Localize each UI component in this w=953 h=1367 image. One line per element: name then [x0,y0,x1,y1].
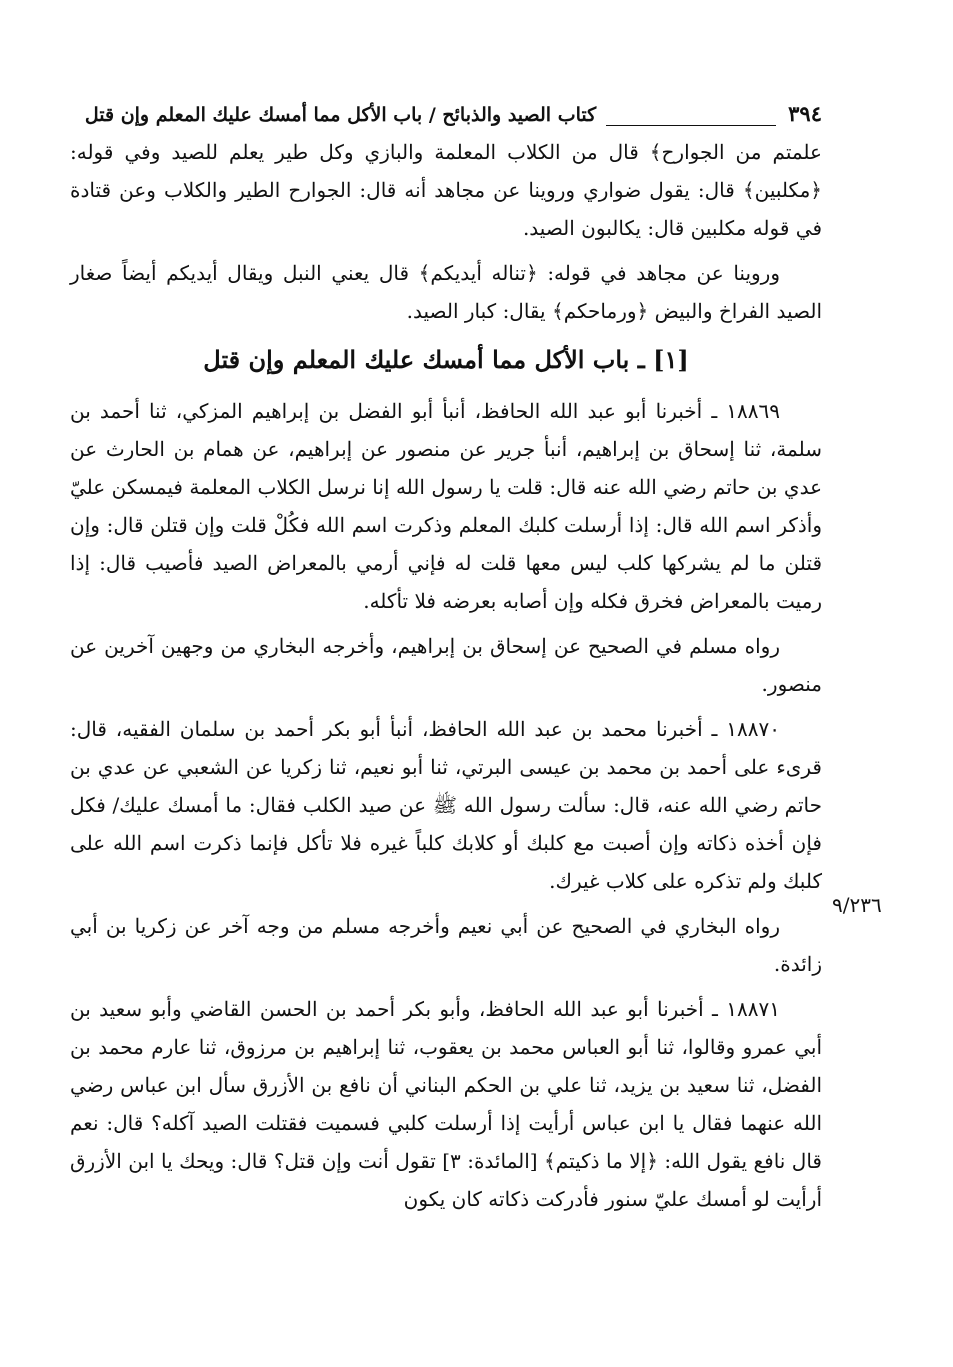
running-header [70,88,822,126]
spacer [70,703,822,710]
paragraph-1: علمتم من الجوارح﴾ قال من الكلاب المعلمة والبازي وكل طير يعلم للصيد وفي قوله: ﴿مكلبين﴾ قال: يقول ضواري وروينا عن مجاهد أنه قال: الجوارح الطير والكلاب وعن قتادة في قوله مكلبين قال: يكالبون الصيد. [70,140,822,240]
paragraph-2: وروينا عن مجاهد في قوله: ﴿تناله أيديكم﴾ قال يعني النبل ويقال أيديكم أيضاً صغار الصيد الفراخ والبيض ﴿ورماحكم﴾ يقال: كبار الصيد. [70,261,822,323]
page-number: ٣٩٤ [788,101,822,126]
margin-page-reference: ٩/٢٣٦ [832,893,882,917]
hadith-18869: ١٨٨٦٩ ـ أخبرنا أبو عبد الله الحافظ، أنبأ أبو الفضل بن إبراهيم المزكي، ثنا أحمد بن سلمة، ثنا إسحاق بن إبراهيم، أنبأ جرير عن منصور عن إبراهيم، عن همام بن الحارث عن عدي بن حاتم رضي الله عنه قال: قلت يا رسول الله إنا نرسل الكلاب المعلمة فيمسكن عليّ وأذكر اسم الله قال: إذا أرسلت كلبك المعلم وذكرت اسم الله فكُلْ قلت وإن قتلن قال: وإن قتلن ما لم يشركها كلب ليس معها قلت له فإني أرمي بالمعراض الصيد فأصيب قال: إذا رميت بالمعراض فخرق فكله وإن أصابه بعرضه فلا تأكله. [70,399,823,613]
header-rule [606,105,776,126]
hadith-18870: ١٨٨٧٠ ـ أخبرنا محمد بن عبد الله الحافظ، أنبأ أبو بكر أحمد بن سلمان الفقيه، قال: قرىء على أحمد بن محمد بن عيسى البرتي، ثنا أبو نعيم، ثنا زكريا عن الشعبي عن عدي بن حاتم رضي الله عنه، قال: سألت رسول الله ﷺ عن صيد الكلب فقال: ما أمسك عليك/ فكل فإن أخذه ذكاته وإن أصبت مع كلبك أو كلابك كلباً غيره فلا تأكل فإنما ذكرت اسم الله على كلبك ولم تذكره على كلاب غيرك. [70,717,822,893]
spacer [70,126,822,133]
running-title: كتاب الصيد والذبائح / باب الأكل مما أمسك عليك المعلم وإن قتل [84,104,597,126]
spacer [70,900,822,907]
spacer [70,620,822,627]
chapter-title: [١] ـ باب الأكل مما أمسك عليك المعلم وإن قتل [203,345,689,374]
spacer [70,983,822,990]
takhrij-18870: رواه البخاري في الصحيح عن أبي نعيم وأخرجه مسلم من وجه آخر عن زكريا بن أبي زائدة. [70,914,822,976]
takhrij-18869: رواه مسلم في الصحيح عن إسحاق بن إبراهيم، وأخرجه البخاري من وجهين آخرين عن منصور. [70,634,822,696]
hadith-18871: ١٨٨٧١ ـ أخبرنا أبو عبد الله الحافظ، وأبو بكر أحمد بن الحسن القاضي وأبو سعيد بن أبي عمرو وقالوا، ثنا أبو العباس محمد بن يعقوب، ثنا إبراهيم بن مرزوق، ثنا عارم محمد بن الفضل، ثنا سعيد بن يزيد، ثنا علي بن الحكم البناني أن نافع بن الأزرق سأل ابن عباس رضي الله عنهما فقال يا ابن عباس أرأيت إذا أرسلت كلبي فسميت فقتلت الصيد آكله؟ قال: نعم قال نافع يقول الله: ﴿إلا ما ذكيتم﴾ [المائدة: ٣] تقول أنت وإن قتل؟ قال: ويحك يا ابن الأزرق أرأيت لو أمسك عليّ سنور فأدركت ذكاته كان يكون [70,997,822,1211]
book-page [70,88,822,1218]
spacer [70,247,822,254]
